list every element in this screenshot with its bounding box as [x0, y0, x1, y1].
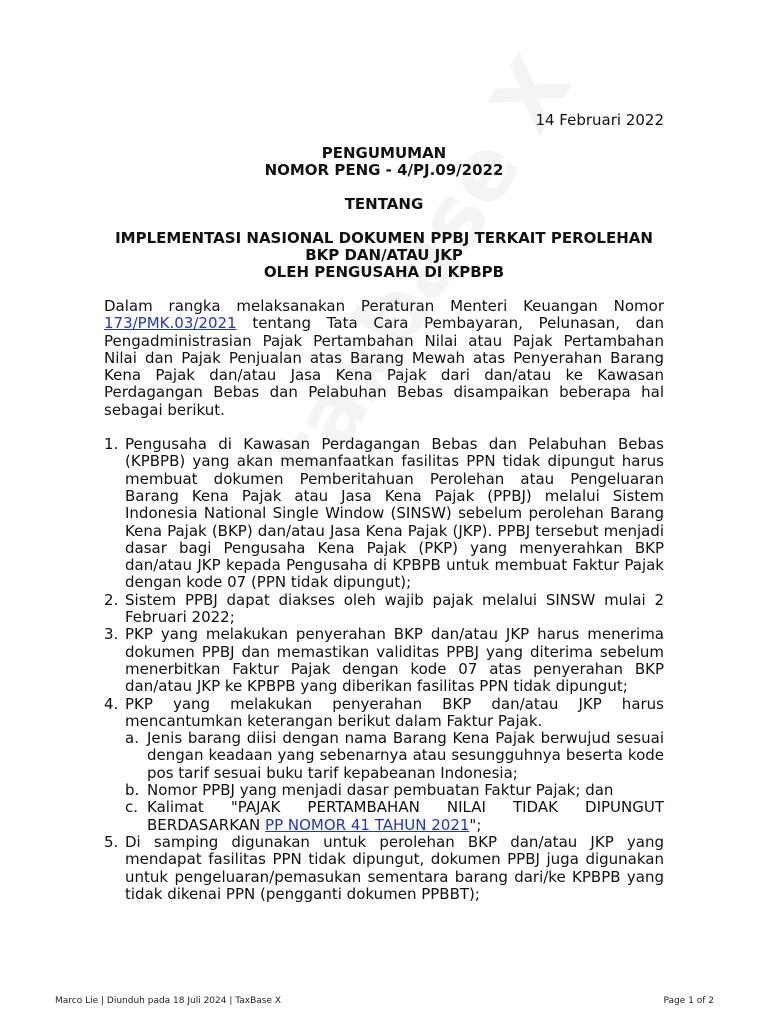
list-item-number: 5. [104, 832, 119, 851]
list-item-number: 3. [104, 625, 119, 644]
intro-text-start: Dalam rangka melaksanakan Peraturan Menteri Keuangan Nomor [104, 297, 664, 315]
announcement-heading [104, 145, 664, 230]
pmk-regulation-link[interactable]: 173/PMK.03/2021 [104, 314, 237, 333]
heading-tentang: TENTANG [344, 195, 424, 213]
list-item [104, 834, 664, 903]
document-date: 14 Februari 2022 [535, 111, 664, 129]
footer-page-number: Page 1 of 2 [663, 996, 714, 1006]
list-item-text: Di samping digunakan untuk perolehan BKP dan/atau JKP yang mendapat fasilitas PPN tidak dipungut, dokumen PPBJ juga digunakan untuk pengeluaran/pemasukan sementara barang dari/ke KPBPB yang tidak dikenai PPN (pengganti dokumen PPBBT); [125, 832, 664, 903]
pp-regulation-link[interactable]: PP NOMOR 41 TAHUN 2021 [265, 815, 470, 834]
list-item [104, 626, 664, 695]
list-item-text: PKP yang melakukan penyerahan BKP dan/atau JKP harus menerima dokumen PPBJ dan memastikan validitas PPBJ yang diterima sebelum menerbitkan Faktur Pajak dengan kode 07 atas penyerahan BKP dan/atau JKP ke KPBPB yang diberikan fasilitas PPN tidak dipungut; [125, 625, 664, 696]
document-title [104, 230, 664, 281]
document-body [104, 110, 664, 903]
list-item-number: 4. [104, 694, 119, 713]
sub-item-letter: a. [125, 729, 139, 748]
list-item [104, 592, 664, 627]
title-line-2: BKP DAN/ATAU JKP [305, 246, 463, 264]
list-item [104, 696, 664, 834]
sub-item-text: Jenis barang diisi dengan nama Barang Kena Pajak berwujud sesuai dengan keadaan yang sebenarnya atau sesungguhnya beserta kode pos tarif sesuai buku tarif kepabeanan Indonesia; [147, 729, 664, 782]
list-item-number: 2. [104, 590, 119, 609]
sub-list-item [125, 730, 664, 782]
heading-label: PENGUMUMAN [321, 144, 447, 162]
sub-list-item [125, 799, 664, 834]
sub-list-item [125, 782, 664, 799]
announcement-number: NOMOR PENG - 4/PJ.09/2022 [264, 161, 504, 179]
sub-item-letter: b. [125, 781, 140, 800]
sub-list [125, 730, 664, 834]
sub-item-letter: c. [125, 798, 139, 817]
title-line-3: OLEH PENGUSAHA DI KPBPB [263, 263, 505, 281]
list-item-number: 1. [104, 435, 119, 454]
announcement-list [104, 436, 664, 903]
list-item [104, 436, 664, 592]
list-item-text: Sistem PPBJ dapat diakses oleh wajib pajak melalui SINSW mulai 2 Februari 2022; [125, 590, 664, 627]
intro-text-end: tentang Tata Cara Pembayaran, Pelunasan, dan Pengadministrasian Pajak Pertambahan Nilai atau Pajak Pertambahan Nilai dan Pajak Penjualan atas Barang Mewah atas Penyerahan Barang Kena Pajak dan/atau Jasa Kena Pajak dari dan/atau ke Kawasan Perdagangan Bebas dan Pelabuhan Bebas disampaikan beberapa hal sebagai berikut. [104, 314, 664, 419]
intro-paragraph [104, 298, 664, 419]
list-item-text: Pengusaha di Kawasan Perdagangan Bebas dan Pelabuhan Bebas (KPBPB) yang akan memanfaatkan fasilitas PPN tidak dipungut harus membuat dokumen Pemberitahuan Perolehan atau Pengeluaran Barang Kena Pajak atau Jasa Kena Pajak (PPBJ) melalui Sistem Indonesia National Single Window (SINSW) sebelum perolehan Barang Kena Pajak (BKP) dan/atau Jasa Kena Pajak (JKP). PPBJ tersebut menjadi dasar bagi Pengusaha Kena Pajak (PKP) yang menyerahkan BKP dan/atau JKP kepada Pengusaha di KPBPB untuk membuat Faktur Pajak dengan kode 07 (PPN tidak dipungut); [125, 435, 664, 592]
sub-item-text-end: "; [469, 815, 482, 834]
title-line-1: IMPLEMENTASI NASIONAL DOKUMEN PPBJ TERKAIT PEROLEHAN [115, 229, 653, 247]
footer-download-info: Marco Lie | Diunduh pada 18 Juli 2024 | TaxBase X [55, 996, 282, 1006]
list-item-text: PKP yang melakukan penyerahan BKP dan/atau JKP harus mencantumkan keterangan berikut dalam Faktur Pajak. [125, 694, 664, 730]
sub-item-text-start: Kalimat "PAJAK PERTAMBAHAN NILAI TIDAK DIPUNGUT BERDASARKAN [147, 798, 664, 834]
sub-item-text: Nomor PPBJ yang menjadi dasar pembuatan Faktur Pajak; dan [147, 781, 614, 800]
